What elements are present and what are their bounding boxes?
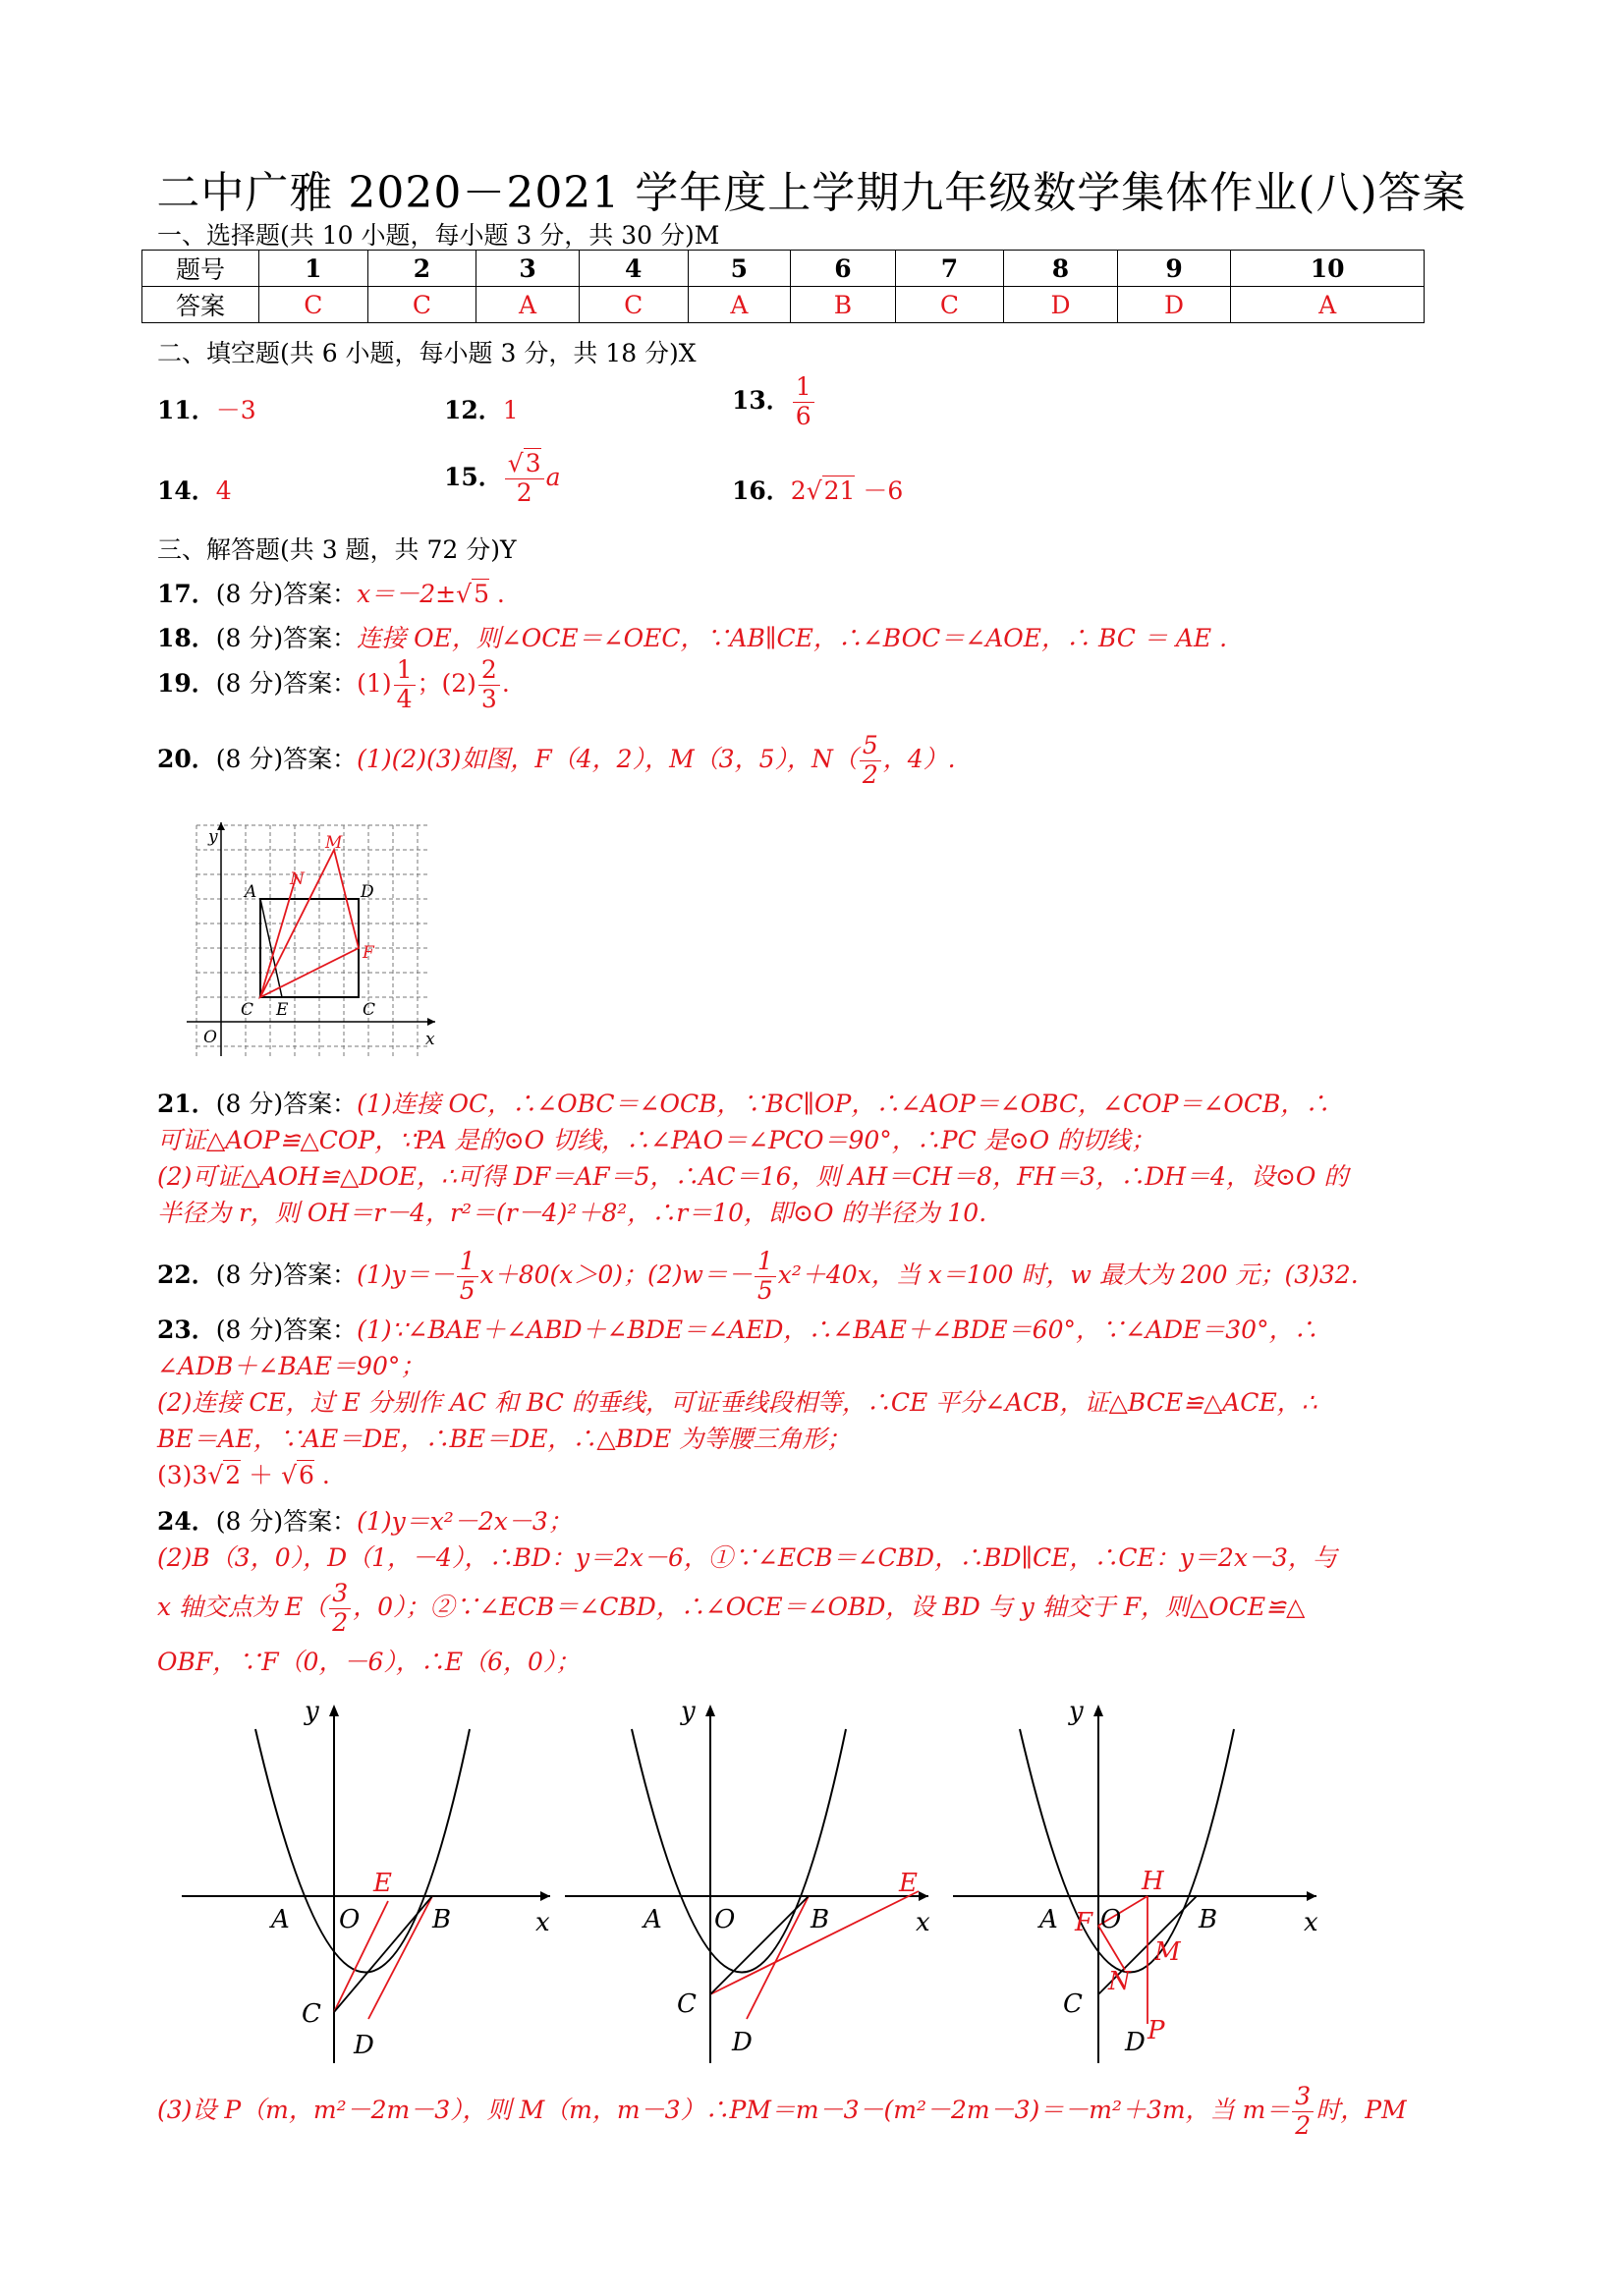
answer-text: 4 <box>215 476 232 505</box>
choice-answer-table <box>141 250 1425 323</box>
svg-text:B: B <box>811 1905 830 1934</box>
svg-text:H: H <box>1142 1867 1164 1896</box>
parabola-figure-3 <box>953 1695 1346 2068</box>
table-row <box>142 251 1425 287</box>
svg-text:C: C <box>302 1999 321 2029</box>
section-fill-heading: 二、填空题(共 6 小题，每小题 3 分，共 18 分)X <box>157 339 697 367</box>
question-number: 15． <box>444 462 503 491</box>
answer-24: 24．(8 分)答案：(1)y＝x²－2x－3； (2)B（3，0），D（1，－4），∴BD：y＝2x－6，①∵∠ECB＝∠CBD，∴BD∥CE，∴CE：y＝2x－3，与 x 轴交点为 E（ $\frac{3}{2}$ ，0）；②∵∠ECB＝∠CBD，∴∠OCE＝∠OBD，设 BD 与 y 轴交于 F，则△OCE≌△ OBF，∵F（0，－6），∴E（6，0）； <box>157 1507 1337 1676</box>
answer-cell: A <box>476 287 580 323</box>
svg-text:D: D <box>732 2028 753 2057</box>
answer-21: 21．(8 分)答案：(1)连接 OC，∴∠OBC＝∠OCB，∵BC∥OP，∴∠AOP＝∠OBC，∠COP＝∠OCB，∴ 可证△AOP≌△COP，∵PA 是的⊙O 切线，∴∠PAO＝∠PCO＝90°，∴PC 是⊙O 的切线； (2)可证△AOH≌△DOE，∴可得 DF＝AF＝5，∴AC＝16，则 AH＝CH＝8，FH＝3，∴DH＝4，设⊙O 的 半径为 r，则 OH＝r－4，r²＝(r－4)²＋8²，∴r＝10，即⊙O 的半径为 10. <box>157 1090 1349 1227</box>
svg-text:x: x <box>535 1908 550 1937</box>
section-solve-heading: 三、解答题(共 3 题，共 72 分)Y <box>157 535 517 564</box>
page-title: 二中广雅 2020－2021 学年度上学期九年级数学集体作业(八)答案 <box>156 168 1467 218</box>
svg-text:N: N <box>1108 1967 1131 1996</box>
answer-cell: C <box>259 287 368 323</box>
svg-text:B: B <box>432 1905 452 1934</box>
fill-answer-16: 16．2√21 －6 <box>732 476 904 505</box>
svg-text:D: D <box>1125 2028 1146 2057</box>
parabola-figure-1 <box>177 1695 570 2068</box>
parabola-figure-2 <box>565 1695 958 2068</box>
fill-answer-12 <box>444 391 519 426</box>
question-number: 12． <box>444 396 503 424</box>
svg-text:B: B <box>1199 1905 1218 1934</box>
svg-text:A: A <box>644 1905 662 1934</box>
question-number-cell: 4 <box>579 251 688 287</box>
fraction: $\frac{1}{6}$ <box>793 373 814 431</box>
grid-label-o: O <box>203 1028 217 1047</box>
answer-text: －3 <box>215 396 256 424</box>
table-header-cell: 题号 <box>142 251 259 287</box>
answer-23: 23．(8 分)答案：(1)∵∠BAE＋∠ABD＋∠BDE＝∠AED，∴∠BAE＋∠BDE＝60°，∵∠ADE＝30°，∴ ∠ADB＋∠BAE＝90°； (2)连接 CE，过 E 分别作 AC 和 BC 的垂线，可证垂线段相等，∴CE 平分∠ACB，证△BCE≌△ACE，∴ BE＝AE，∵AE＝DE，∴BE＝DE，∴△BDE 为等腰三角形； (3)3√2 ＋ √6 . <box>157 1316 1318 1489</box>
answer-cell: C <box>367 287 476 323</box>
question-number: 11． <box>157 396 216 424</box>
grid-label-b: C <box>241 1000 254 1020</box>
svg-text:A: A <box>1039 1905 1058 1934</box>
question-number-cell: 1 <box>259 251 368 287</box>
section-choice-heading: 一、选择题(共 10 小题，每小题 3 分，共 30 分)M <box>157 221 720 250</box>
svg-text:y: y <box>681 1697 696 1726</box>
svg-text:A: A <box>271 1905 290 1934</box>
question-number-cell: 3 <box>476 251 580 287</box>
fill-answer-11 <box>157 391 256 426</box>
table-row <box>142 287 1425 323</box>
answer-cell: A <box>1231 287 1425 323</box>
answer-cell: B <box>791 287 895 323</box>
grid-label-y: y <box>208 827 218 847</box>
svg-text:O: O <box>339 1905 361 1934</box>
svg-text:x: x <box>916 1908 930 1937</box>
grid-label-n: N <box>290 869 305 889</box>
question-number-cell: 5 <box>688 251 791 287</box>
question-number-cell: 8 <box>1004 251 1118 287</box>
answer-cell: D <box>1117 287 1231 323</box>
table-header-cell: 答案 <box>142 287 259 323</box>
question-number: 16． <box>732 476 791 505</box>
svg-text:O: O <box>1100 1905 1122 1934</box>
question-number-cell: 7 <box>895 251 1004 287</box>
grid-label-m: M <box>325 833 343 853</box>
answer-22: 22．(8 分)答案：(1)y＝－ $\frac{1}{5}$ x＋80(x＞0)；(2)w＝－ $\frac{1}{5}$ x²＋40x，当 x＝100 时，w 最大为 200 元；(3)32. <box>157 1247 1359 1305</box>
svg-text:C: C <box>1063 1989 1083 2019</box>
grid-label-c: C <box>363 1000 376 1020</box>
answer-cell: D <box>1004 287 1118 323</box>
svg-text:y: y <box>1069 1697 1084 1726</box>
grid-label-d: D <box>361 882 374 902</box>
question-number-cell: 9 <box>1117 251 1231 287</box>
svg-text:x: x <box>1304 1908 1318 1937</box>
svg-text:O: O <box>714 1905 736 1934</box>
question-number: 13． <box>732 385 791 415</box>
question-number: 14． <box>157 476 216 505</box>
fraction: $\frac{√3}{2}$ <box>505 450 544 508</box>
svg-text:M: M <box>1154 1937 1181 1967</box>
grid-label-x: x <box>425 1030 435 1049</box>
answer-text: 1 <box>502 396 519 424</box>
question-number-cell: 10 <box>1231 251 1425 287</box>
svg-text:P: P <box>1147 2016 1165 2045</box>
fill-answer-13 <box>732 373 816 431</box>
answer-17: 17．(8 分)答案：x＝－2±√5 . <box>157 580 505 608</box>
grid-figure-20 <box>182 820 442 1061</box>
answer-18: 18．(8 分)答案：连接 OE，则∠OCE＝∠OEC，∵AB∥CE，∴∠BOC＝∠AOE，∴ BC ＝ AE . <box>157 624 1228 652</box>
svg-text:C: C <box>677 1989 697 2019</box>
answer-20: 20．(8 分)答案：(1)(2)(3)如图，F（4，2），M（3，5），N（ $\frac{5}{2}$ ，4）. <box>157 731 956 789</box>
question-number-cell: 6 <box>791 251 895 287</box>
answer-cell: A <box>688 287 791 323</box>
svg-text:E: E <box>373 1869 392 1898</box>
svg-text:F: F <box>1075 1908 1093 1937</box>
svg-text:y: y <box>305 1697 319 1726</box>
answer-24-part3: (3)设 P（m，m²－2m－3），则 M（m，m－3）∴PM＝m－3－(m²－2m－3)＝－m²＋3m，当 m＝ $\frac{3}{2}$ 时，PM <box>157 2082 1407 2140</box>
answer-cell: C <box>895 287 1004 323</box>
fill-answer-14 <box>157 472 232 507</box>
grid-label-a: A <box>245 882 257 902</box>
fill-answer-15: 15． $\frac{√3}{2}$ a <box>444 449 561 507</box>
grid-label-e: E <box>276 1000 289 1020</box>
answer-19: 19．(8 分)答案：(1) $\frac{1}{4}$ ；(2) $\frac{2}{3}$ . <box>157 655 510 713</box>
question-number-cell: 2 <box>367 251 476 287</box>
answer-cell: C <box>579 287 688 323</box>
svg-text:E: E <box>899 1869 918 1898</box>
grid-label-f: F <box>363 943 374 963</box>
svg-text:D: D <box>354 2031 374 2060</box>
